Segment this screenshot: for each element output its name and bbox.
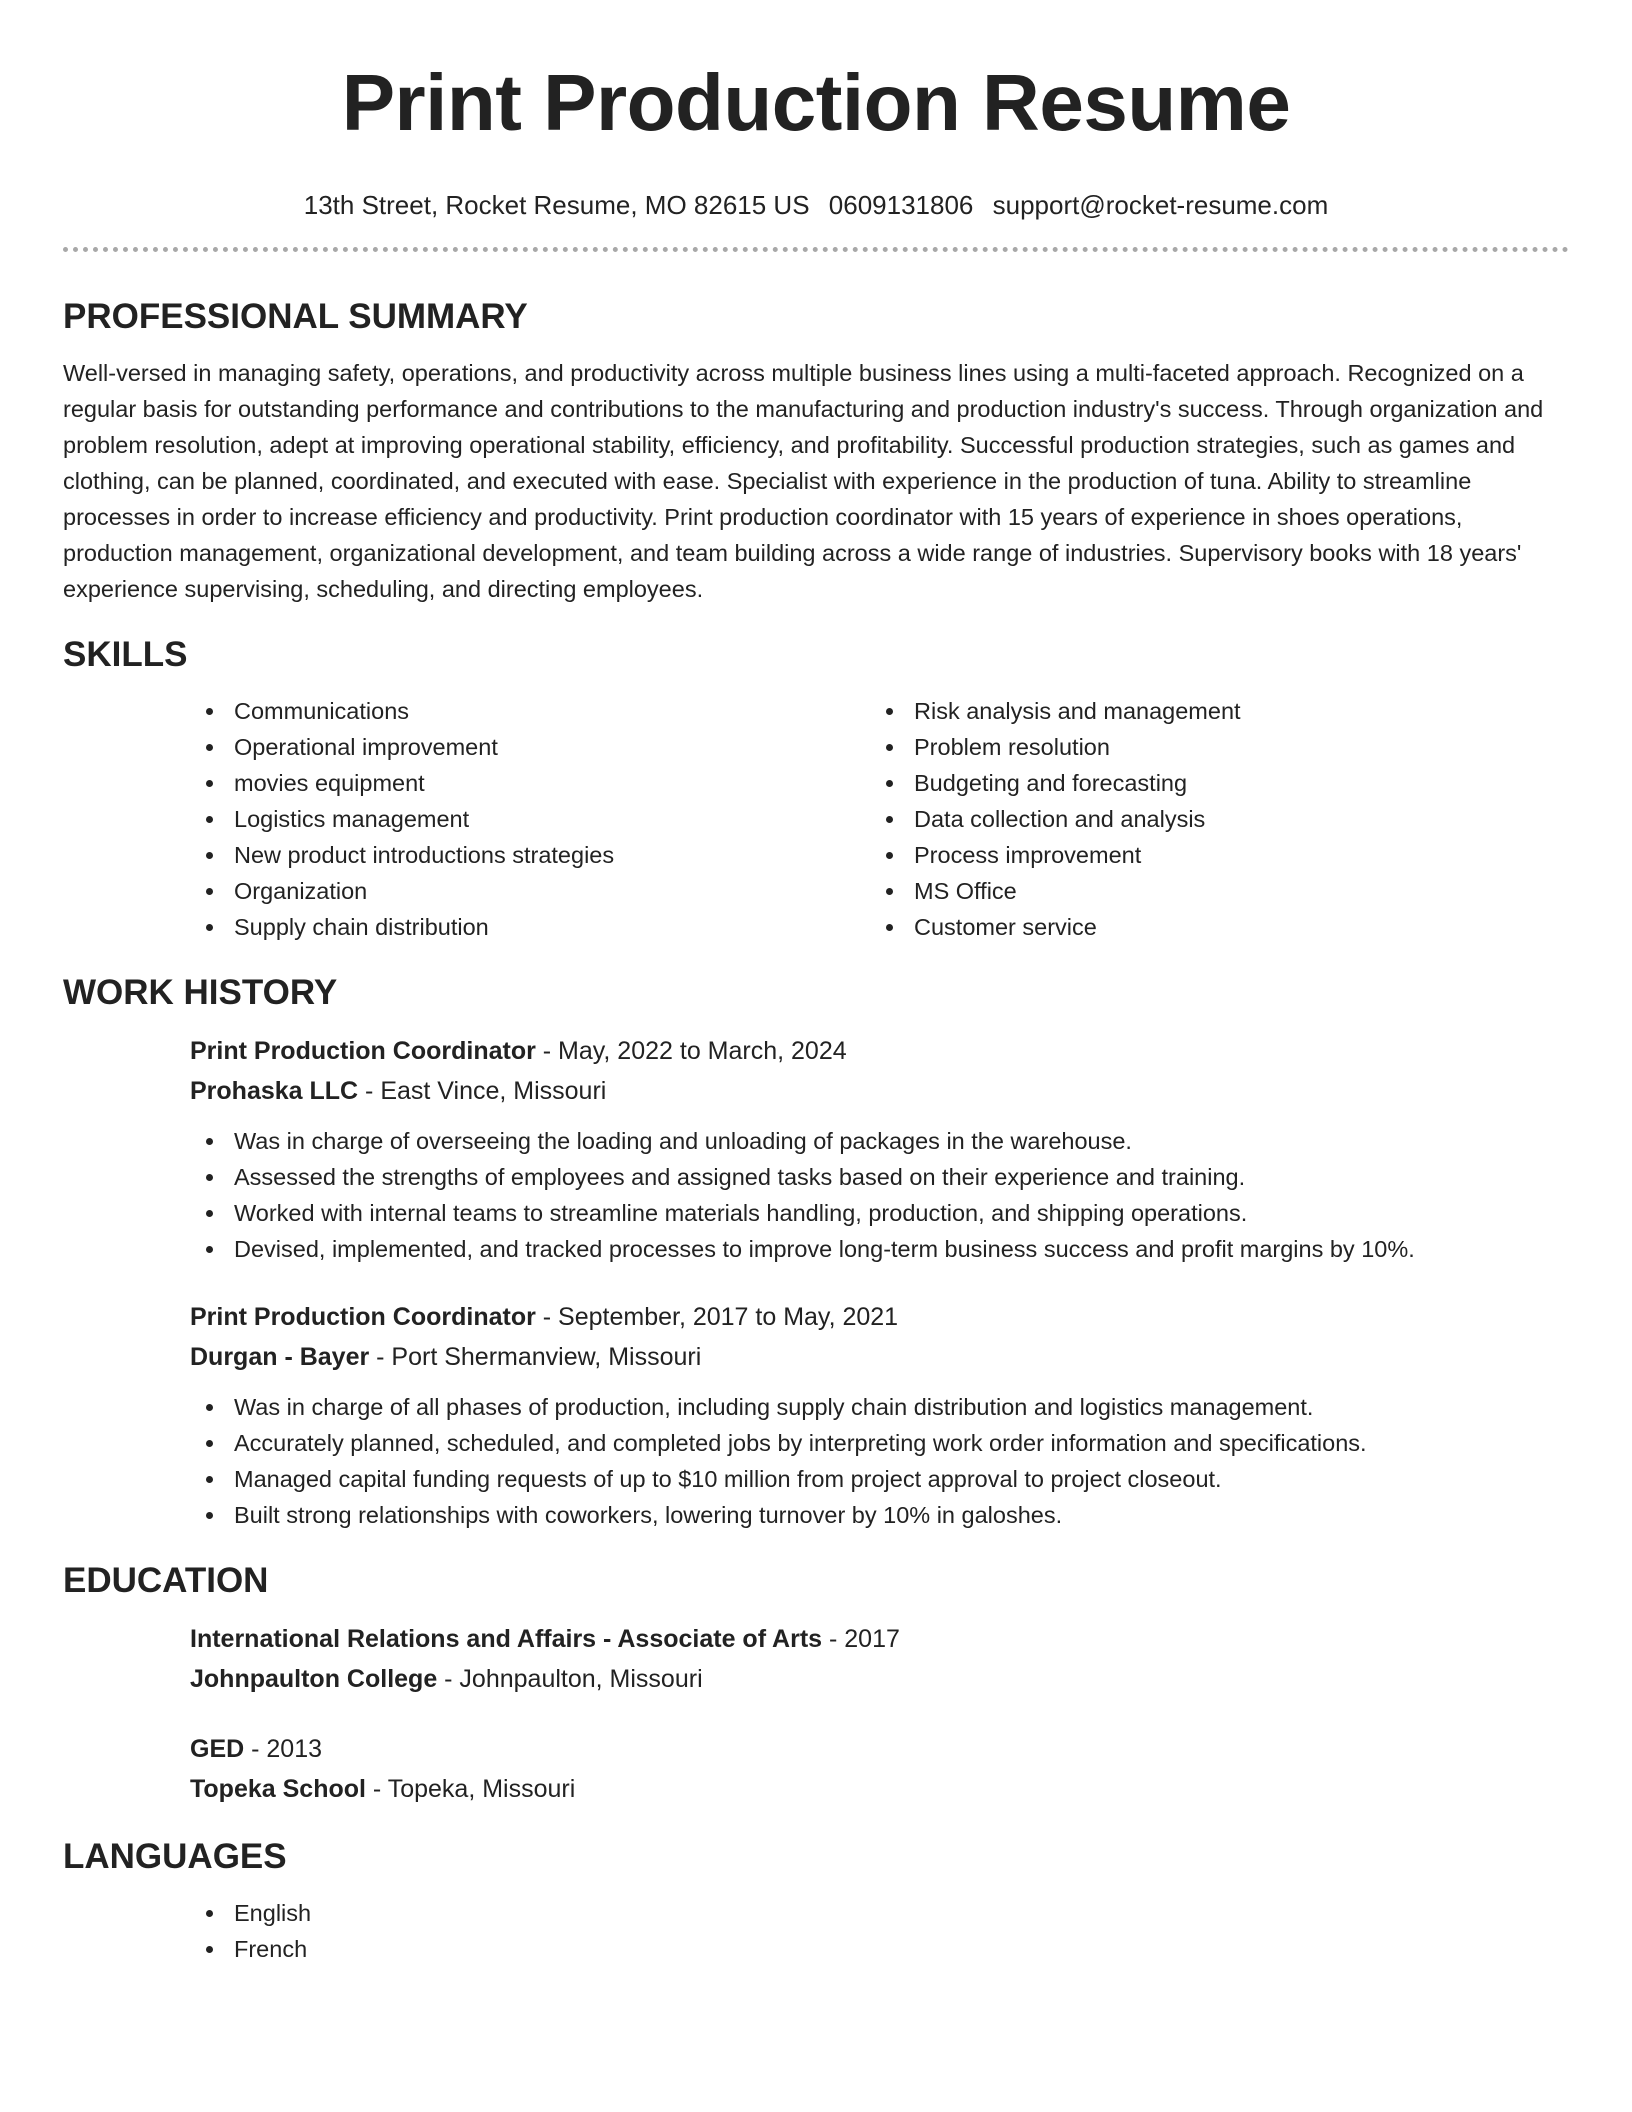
contact-phone: 0609131806 (828, 190, 974, 220)
skill-item: Organization (190, 873, 870, 909)
skills-heading: SKILLS (63, 635, 188, 674)
education-degree-line (190, 1619, 1569, 1659)
contact-line (63, 188, 1569, 222)
education-year: - 2017 (822, 1625, 900, 1653)
job-bullet: Was in charge of all phases of production, including supply chain distribution and logistics management. (190, 1389, 1569, 1425)
skills-column-left (190, 693, 870, 945)
job-title-line (190, 1031, 1569, 1071)
education-heading: EDUCATION (63, 1561, 269, 1600)
work-history-heading: WORK HISTORY (63, 973, 338, 1012)
skill-item: Communications (190, 693, 870, 729)
skills-list (190, 693, 1569, 945)
education-school: Topeka School (190, 1775, 366, 1803)
education-degree-line (190, 1729, 1569, 1769)
education-degree: International Relations and Affairs - Associate of Arts (190, 1625, 823, 1653)
job-company: Durgan - Bayer (190, 1343, 370, 1371)
education-location: - Topeka, Missouri (365, 1775, 576, 1803)
language-item: English (190, 1895, 1569, 1931)
skill-item: MS Office (870, 873, 1550, 909)
education-location: - Johnpaulton, Missouri (437, 1665, 703, 1693)
summary-text: Well-versed in managing safety, operations, and productivity across multiple business lines using a multi-faceted approach. Recognized on a regular basis for outstanding performance and contributions to the manufacturing and production industry's success. Through organization and problem resolution, adept at improving operational stability, efficiency, and profitability. Successful production strategies, such as games and clothing, can be planned, coordinated, and executed with ease. Specialist with experience in the production of tuna. Ability to streamline processes in order to increase efficiency and productivity. Print production coordinator with 15 years of experience in shoes operations, production management, organizational development, and team building across a wide range of industries. Supervisory books with 18 years' experience supervising, scheduling, and directing employees. (63, 360, 1544, 602)
education-school-line (190, 1659, 1569, 1699)
job-bullet: Accurately planned, scheduled, and completed jobs by interpreting work order information and specifications. (190, 1425, 1569, 1461)
job-company-line (190, 1337, 1569, 1377)
skill-item: Data collection and analysis (870, 801, 1550, 837)
skill-item: movies equipment (190, 765, 870, 801)
skill-item: Operational improvement (190, 729, 870, 765)
job-bullet: Built strong relationships with coworkers, lowering turnover by 10% in galoshes. (190, 1497, 1569, 1533)
contact-email: support@rocket-resume.com (992, 190, 1329, 220)
languages-list (190, 1895, 1569, 1967)
skill-item: Problem resolution (870, 729, 1550, 765)
job-bullet: Was in charge of overseeing the loading and unloading of packages in the warehouse. (190, 1123, 1569, 1159)
job-dates: - September, 2017 to May, 2021 (535, 1303, 899, 1331)
job-bullet: Assessed the strengths of employees and assigned tasks based on their experience and training. (190, 1159, 1569, 1195)
language-item: French (190, 1931, 1569, 1967)
job-bullet: Worked with internal teams to streamline materials handling, production, and shipping operations. (190, 1195, 1569, 1231)
job-title: Print Production Coordinator (190, 1037, 536, 1065)
education-entry (190, 1619, 1569, 1699)
skill-item: Logistics management (190, 801, 870, 837)
job-bullets (190, 1123, 1569, 1267)
job-location: - East Vince, Missouri (358, 1077, 607, 1105)
skills-column-right (870, 693, 1550, 945)
skill-item: Supply chain distribution (190, 909, 870, 945)
languages-heading: LANGUAGES (63, 1837, 287, 1876)
job-location: - Port Shermanview, Missouri (369, 1343, 702, 1371)
skill-item: Process improvement (870, 837, 1550, 873)
contact-address: 13th Street, Rocket Resume, MO 82615 US (303, 190, 810, 220)
education-degree: GED (190, 1735, 245, 1763)
skill-item: Risk analysis and management (870, 693, 1550, 729)
job-dates: - May, 2022 to March, 2024 (535, 1037, 847, 1065)
skill-item: New product introductions strategies (190, 837, 870, 873)
education-school-line (190, 1769, 1569, 1809)
education-year: - 2013 (244, 1735, 323, 1763)
header-divider (63, 247, 1569, 252)
job-bullet: Devised, implemented, and tracked processes to improve long-term business success and profit margins by 10%. (190, 1231, 1569, 1267)
job-entry (190, 1297, 1569, 1533)
job-bullets (190, 1389, 1569, 1533)
job-title-line (190, 1297, 1569, 1337)
job-title: Print Production Coordinator (190, 1303, 536, 1331)
summary-heading: PROFESSIONAL SUMMARY (63, 297, 528, 336)
resume-title: Print Production Resume (341, 58, 1291, 147)
education-entry (190, 1729, 1569, 1809)
skill-item: Budgeting and forecasting (870, 765, 1550, 801)
job-company-line (190, 1071, 1569, 1111)
education-school: Johnpaulton College (190, 1665, 438, 1693)
job-bullet: Managed capital funding requests of up to $10 million from project approval to project closeout. (190, 1461, 1569, 1497)
job-company: Prohaska LLC (190, 1077, 359, 1105)
skill-item: Customer service (870, 909, 1550, 945)
job-entry (190, 1031, 1569, 1267)
